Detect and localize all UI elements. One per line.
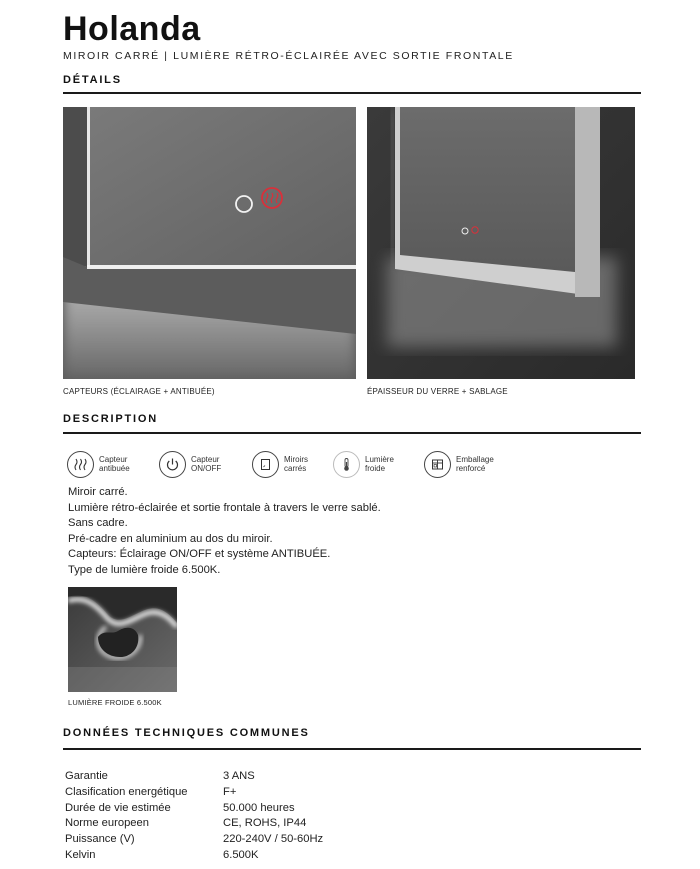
glass-caption: ÉPAISSEUR DU VERRE + SABLAGE <box>367 387 508 396</box>
spec-value: 3 ANS <box>223 770 255 782</box>
spec-value: CE, ROHS, IP44 <box>223 817 307 829</box>
description-line: Lumière rétro-éclairée et sortie frontale à travers le verre sablé. <box>68 502 381 514</box>
feature-antifog-line1: Capteur <box>99 455 128 464</box>
details-divider <box>63 92 641 94</box>
description-line: Sans cadre. <box>68 517 128 529</box>
spec-label: Norme europeen <box>65 817 149 829</box>
thermometer-icon <box>333 451 360 478</box>
spec-label: Garantie <box>65 770 108 782</box>
antifog-sensor-icon <box>67 451 94 478</box>
feature-power-line2: ON/OFF <box>191 464 222 473</box>
spec-label: Clasification energétique <box>65 786 188 798</box>
feature-packaging <box>424 449 494 479</box>
spec-value: 6.500K <box>223 849 259 861</box>
product-subtitle: MIROIR CARRÉ | LUMIÈRE RÉTRO-ÉCLAIRÉE AVEC SORTIE FRONTALE <box>63 50 514 62</box>
description-line: Pré-cadre en aluminium au dos du miroir. <box>68 533 273 545</box>
description-line: Capteurs: Éclairage ON/OFF et système ANTIBUÉE. <box>68 548 331 560</box>
spec-label: Durée de vie estimée <box>65 802 171 814</box>
cold-light-sample-caption: LUMIÈRE FROIDE 6.500K <box>68 698 162 707</box>
feature-cold-light-line2: froide <box>365 464 386 473</box>
description-divider <box>63 432 641 434</box>
description-line: Type de lumière froide 6.500K. <box>68 564 221 576</box>
spec-value: F+ <box>223 786 237 798</box>
package-icon <box>424 451 451 478</box>
feature-square-mirror <box>252 449 308 479</box>
spec-label: Kelvin <box>65 849 96 861</box>
feature-cold-light-line1: Lumière <box>365 455 394 464</box>
feature-power <box>159 449 221 479</box>
spec-label: Puissance (V) <box>65 833 135 845</box>
glass-thickness-photo <box>367 107 635 379</box>
feature-power-line1: Capteur <box>191 455 220 464</box>
feature-packaging-line1: Emballage <box>456 455 494 464</box>
description-line: Miroir carré. <box>68 486 128 498</box>
details-heading: DÉTAILS <box>63 74 122 86</box>
square-mirror-icon <box>252 451 279 478</box>
product-title: Holanda <box>63 10 201 48</box>
power-icon <box>159 451 186 478</box>
feature-packaging-line2: renforcé <box>456 464 486 473</box>
specs-heading: DONNÉES TECHNIQUES COMMUNES <box>63 727 310 739</box>
description-heading: DESCRIPTION <box>63 413 158 425</box>
feature-square-mirror-line1: Miroirs <box>284 455 308 464</box>
spec-value: 50.000 heures <box>223 802 295 814</box>
feature-cold-light <box>333 449 394 479</box>
sensors-photo <box>63 107 356 379</box>
cold-light-sample-photo <box>68 587 177 692</box>
sensors-caption: CAPTEURS (ÉCLAIRAGE + ANTIBUÉE) <box>63 387 215 396</box>
specs-divider <box>63 748 641 750</box>
feature-square-mirror-line2: carrés <box>284 464 307 473</box>
feature-antifog-line2: antibuée <box>99 464 130 473</box>
feature-antifog <box>67 449 130 479</box>
spec-value: 220-240V / 50-60Hz <box>223 833 324 845</box>
